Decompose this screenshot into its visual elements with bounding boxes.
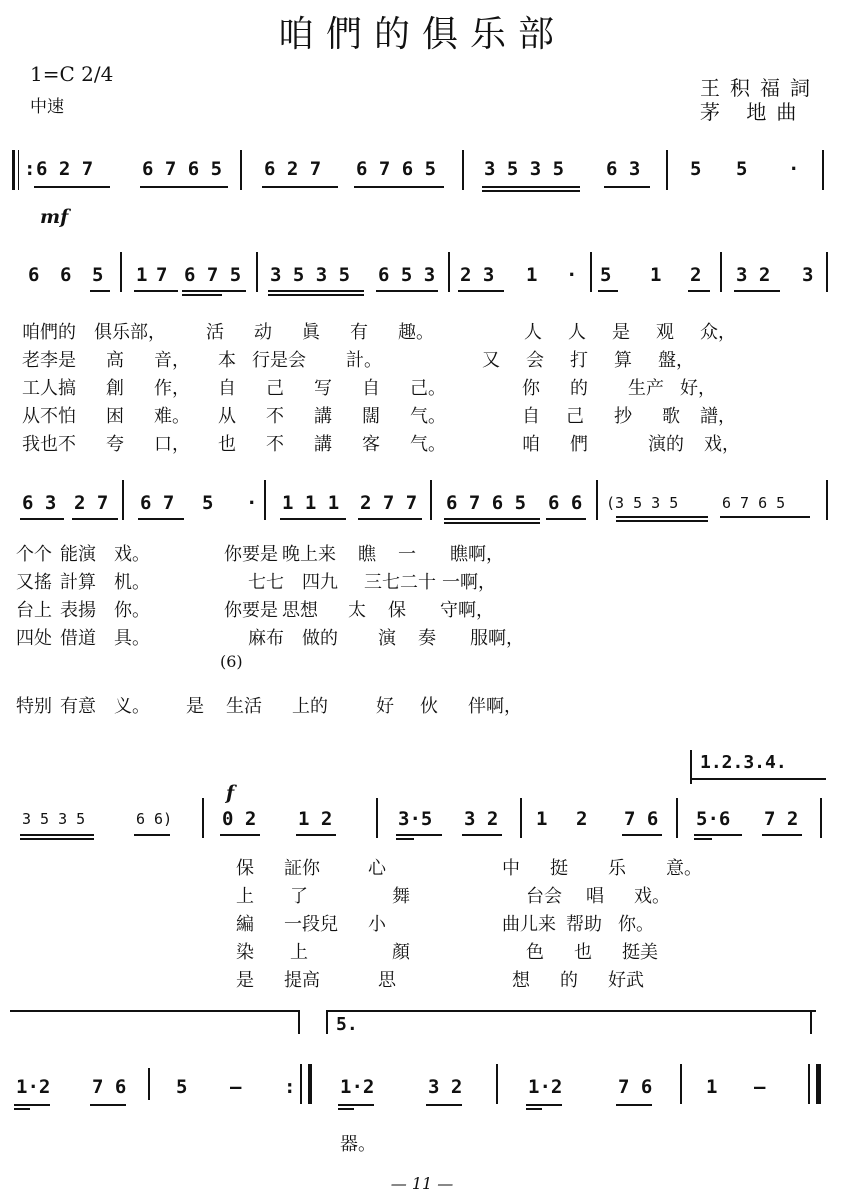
- barline: [148, 1068, 150, 1100]
- underline: [694, 834, 742, 836]
- underline: [444, 522, 540, 524]
- underline: [182, 294, 222, 296]
- intro-note: :: [24, 158, 36, 180]
- ending-line: [326, 1010, 816, 1012]
- underline: [358, 518, 422, 520]
- barline: [826, 252, 828, 292]
- barline: [590, 252, 592, 292]
- note: 7 6: [618, 1076, 653, 1098]
- underline: [598, 290, 618, 292]
- alt-note: (6): [220, 652, 243, 671]
- repeat-start-bar: [12, 150, 15, 190]
- note: 7 6: [92, 1076, 127, 1098]
- note: 2 7 7: [360, 492, 418, 514]
- note: 2 7: [74, 492, 109, 514]
- note: 1: [650, 264, 662, 286]
- lyric-line-4: 四处 借道 具。 麻布 做的 演 奏 服啊，: [16, 628, 524, 649]
- underline: [14, 1104, 50, 1106]
- note: 0 2: [222, 808, 257, 830]
- ending-line: [10, 1010, 300, 1012]
- barline: [300, 1064, 302, 1104]
- note: 5: [202, 492, 214, 514]
- underline: [546, 518, 586, 520]
- underline: [220, 834, 260, 836]
- ending-bracket: [326, 1010, 328, 1034]
- note: 6: [60, 264, 72, 286]
- lyric-line-3: 編 一段兒 小 曲儿来 帮助 你。: [236, 914, 654, 935]
- barline: [376, 798, 378, 838]
- underline: [90, 1104, 126, 1106]
- barline: [240, 150, 242, 190]
- barline: [596, 480, 598, 520]
- composer-credit: 茅 地曲: [700, 100, 807, 124]
- note: 6 6: [548, 492, 583, 514]
- intro-measure-4c: ·: [788, 158, 800, 180]
- underline: [622, 834, 662, 836]
- underline: [694, 838, 712, 840]
- barline: [430, 480, 432, 520]
- repeat-end-dots: :: [284, 1076, 296, 1098]
- underline: [720, 516, 810, 518]
- barline: [520, 798, 522, 838]
- underline: [138, 518, 184, 520]
- underline: [268, 290, 364, 292]
- lyric-line-1: 个个 能演 戏。 你要是 晚上来 瞧 一 瞧啊，: [16, 544, 504, 565]
- lyric-line-2: 又搖 計算 机。 七七 四九 三七二十 一啊，: [16, 572, 496, 593]
- barline: [822, 150, 824, 190]
- underline: [458, 290, 504, 292]
- barline: [120, 252, 122, 292]
- barline: [202, 798, 204, 838]
- note: (3 5 3 5: [606, 494, 679, 512]
- note: 6 7 5: [184, 264, 242, 286]
- note: 2: [690, 264, 702, 286]
- note: 6 7: [140, 492, 175, 514]
- ending-label: 5.: [336, 1014, 358, 1035]
- note: 6 5 3: [378, 264, 436, 286]
- lyric-line-3: 工人搞 創 作， 自 己 写 自 己。 你 的 生产 好，: [22, 378, 716, 399]
- lyric-line-5: 我也不 夸 口， 也 不 講 客 气。 咱 們 演的 戏，: [22, 434, 740, 455]
- barline: [820, 798, 822, 838]
- intro-measure-2a: 6 2 7: [264, 158, 322, 180]
- ending-line: [690, 778, 826, 780]
- ending-label: 1.2.3.4.: [700, 752, 787, 773]
- underline: [90, 290, 110, 292]
- underline: [396, 838, 414, 840]
- barline: [826, 480, 828, 520]
- underline: [526, 1104, 562, 1106]
- lyric-line-1: 咱們的 俱乐部， 活 动 眞 有 趣。 人 人 是 观 众，: [22, 322, 736, 343]
- barline: [448, 252, 450, 292]
- note: 2 3: [460, 264, 495, 286]
- note: 3 2: [428, 1076, 463, 1098]
- final-bar: [816, 1064, 821, 1104]
- underline: [296, 834, 336, 836]
- dynamic-f: f: [226, 782, 235, 804]
- note: 3 2: [464, 808, 499, 830]
- intro-measure-1b: 6 7 6 5: [142, 158, 223, 180]
- underline: [688, 290, 710, 292]
- underline: [20, 834, 94, 836]
- note: 5: [176, 1076, 188, 1098]
- lyric-line-2: 老李是 高 音， 本 行是会 計。 又 会 打 算 盤，: [22, 350, 694, 371]
- underline: [262, 186, 338, 188]
- lyric-line-5: 特别 有意 义。 是 生活 上的 好 伙 伴啊，: [16, 696, 522, 717]
- underline: [462, 834, 502, 836]
- note: 6 6): [136, 810, 173, 828]
- underline: [20, 518, 64, 520]
- underline: [72, 518, 118, 520]
- note: 3 5 3 5: [270, 264, 351, 286]
- ending-bracket: [298, 1010, 300, 1034]
- note: 2: [576, 808, 588, 830]
- intro-measure-4b: 5: [736, 158, 748, 180]
- underline: [482, 190, 580, 192]
- barline: [496, 1064, 498, 1104]
- underline: [14, 1108, 30, 1110]
- underline: [604, 186, 650, 188]
- underline: [34, 186, 110, 188]
- lyric-line-4: 染 上 顏 色 也 挺美: [236, 942, 658, 963]
- final-lyric: 器。: [340, 1134, 376, 1155]
- underline: [616, 1104, 652, 1106]
- note: —: [230, 1076, 242, 1098]
- underline: [734, 290, 780, 292]
- note: 1: [536, 808, 548, 830]
- underline: [134, 834, 170, 836]
- note: 5: [600, 264, 612, 286]
- note: —: [754, 1076, 766, 1098]
- intro-measure-3b: 6 3: [606, 158, 641, 180]
- repeat-end-bar: [308, 1064, 312, 1104]
- underline: [526, 1108, 542, 1110]
- note: 6 7 6 5: [722, 494, 786, 512]
- underline: [616, 520, 708, 522]
- underline: [140, 186, 228, 188]
- note: 1: [136, 264, 148, 286]
- underline: [354, 186, 444, 188]
- note: 1 1 1: [282, 492, 340, 514]
- barline: [462, 150, 464, 190]
- underline: [268, 294, 364, 296]
- lyric-line-3: 台上 表揚 你。 你要是 思想 太 保 守啊，: [16, 600, 494, 621]
- note: ·: [246, 492, 258, 514]
- lyric-line-1: 保 証你 心 中 挺 乐 意。: [236, 858, 702, 879]
- underline: [616, 516, 708, 518]
- barline: [676, 798, 678, 838]
- tempo-marking: 中速: [30, 97, 64, 117]
- barline: [680, 1064, 682, 1104]
- barline: [720, 252, 722, 292]
- note: 7 6: [624, 808, 659, 830]
- barline: [122, 480, 124, 520]
- underline: [376, 290, 438, 292]
- dynamic-mf: mf: [40, 206, 69, 228]
- underline: [182, 290, 246, 292]
- lyricist-credit: 王积福詞: [700, 76, 820, 100]
- underline: [482, 186, 580, 188]
- barline: [808, 1064, 810, 1104]
- intro-measure-1a: 6 2 7: [36, 158, 94, 180]
- page-number: — 11 —: [390, 1174, 454, 1193]
- note: 1·2: [340, 1076, 375, 1098]
- lyric-line-4: 从不怕 困 难。 从 不 講 闊 气。 自 己 抄 歌 譜，: [22, 406, 736, 427]
- note: ·: [566, 264, 578, 286]
- intro-measure-2b: 6 7 6 5: [356, 158, 437, 180]
- underline: [396, 834, 442, 836]
- underline: [338, 1104, 374, 1106]
- note: 6 3: [22, 492, 57, 514]
- note: 6: [28, 264, 40, 286]
- lyric-line-2: 上 了 舞 台会 唱 戏。: [236, 886, 670, 907]
- intro-measure-3a: 3 5 3 5: [484, 158, 565, 180]
- underline: [134, 290, 178, 292]
- barline: [18, 150, 19, 190]
- underline: [338, 1108, 354, 1110]
- note: 5: [92, 264, 104, 286]
- intro-measure-4a: 5: [690, 158, 702, 180]
- note: 3·5: [398, 808, 433, 830]
- note: 7: [156, 264, 168, 286]
- note: 1 2: [298, 808, 333, 830]
- ending-bracket: [810, 1010, 812, 1034]
- note: 1·2: [528, 1076, 563, 1098]
- note: 7 2: [764, 808, 799, 830]
- note: 6 7 6 5: [446, 492, 527, 514]
- barline: [264, 480, 266, 520]
- underline: [280, 518, 346, 520]
- note: 3 2: [736, 264, 771, 286]
- underline: [20, 838, 94, 840]
- barline: [666, 150, 668, 190]
- note: 1: [526, 264, 538, 286]
- note: 5·6: [696, 808, 731, 830]
- underline: [426, 1104, 462, 1106]
- note: 3: [802, 264, 814, 286]
- key-signature: 1=C 2/4: [30, 62, 114, 86]
- underline: [762, 834, 802, 836]
- underline: [444, 518, 540, 520]
- note: 3 5 3 5: [22, 810, 86, 828]
- note: 1: [706, 1076, 718, 1098]
- page-title: 咱們的俱乐部: [277, 14, 566, 55]
- lyric-line-5: 是 提高 思 想 的 好武: [236, 970, 644, 991]
- note: 1·2: [16, 1076, 51, 1098]
- barline: [256, 252, 258, 292]
